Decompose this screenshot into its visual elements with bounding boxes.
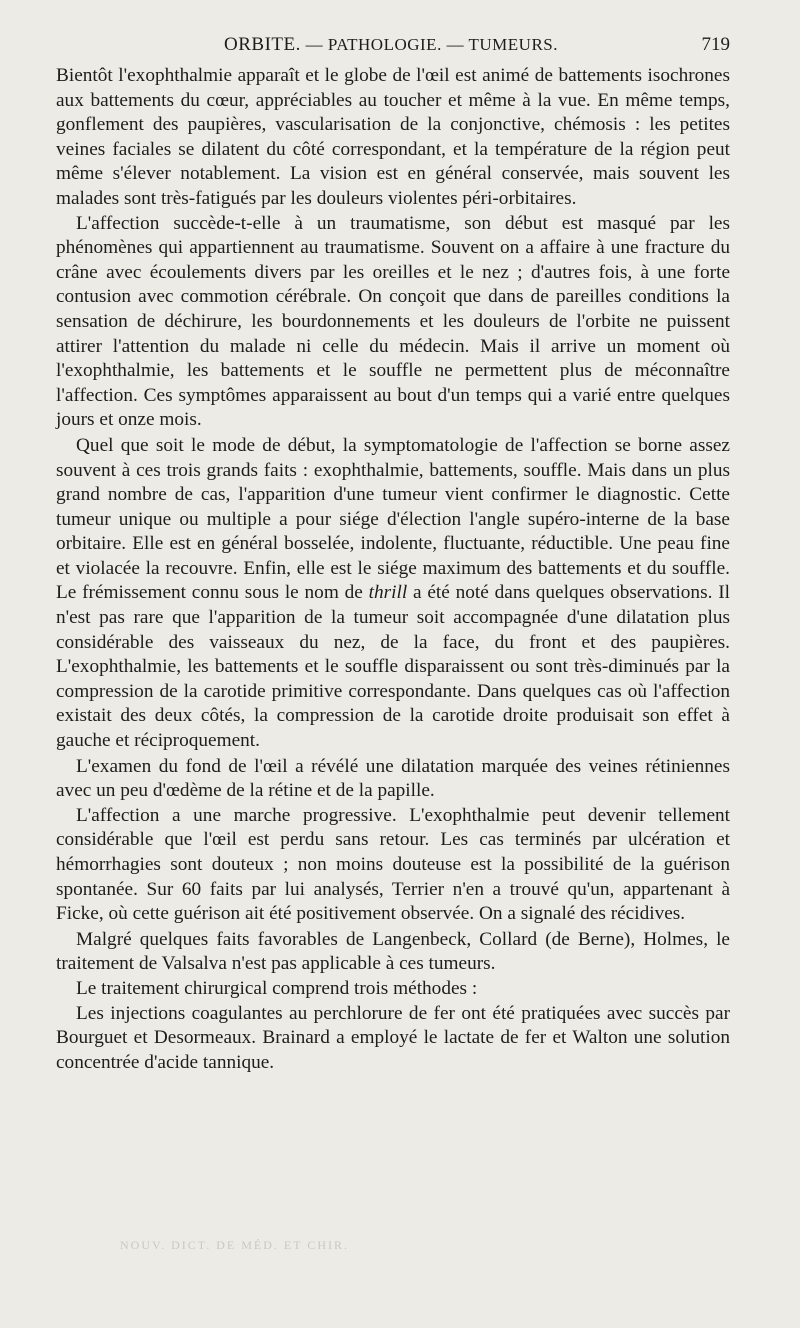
running-header [56,34,730,64]
paragraph-8: Les injections coagulantes au perchlorure de fer ont été pratiquées avec succès par Bourguet et Desormeaux. Brainard a employé le lactate de fer et Walton une solution concentrée d'acide tannique. [56,1002,730,1073]
paragraph-2: L'affection succède-t-elle à un traumatisme, son début est masqué par les phénomènes qui appartiennent au traumatisme. Souvent on a affaire à une fracture du crâne avec écoulements divers par les oreilles et le nez ; d'autres fois, à une forte contusion avec commotion cérébrale. On conçoit que dans de pareilles conditions la sensation de déchirure, les bourdonnements et les douleurs de l'orbite ne puissent attirer l'attention du malade ni celle du médecin. Mais il arrive un moment où l'exophthalmie, les battements et le souffle ne permettent plus de méconnaître l'affection. Ces symptômes apparaissent au bout d'un temps qui a varié entre quelques jours et onze mois. [56,212,730,431]
body-text [56,64,730,1075]
paragraph-4: L'examen du fond de l'œil a révélé une dilatation marquée des veines rétiniennes avec un peu d'œdème de la rétine et de la papille. [56,755,730,802]
paragraph-3-part-1: Quel que soit le mode de début, la symptomatologie de l'affection se borne assez souvent à ces trois grands faits : exophthalmie, battements, souffle. Mais dans un plus grand nombre de cas, l'apparition d'une tumeur vient confirmer le diagnostic. Cette tumeur unique ou multiple a pour siége d'élection l'angle supéro-interne de la base orbitaire. Elle est en général bosselée, indolente, fluctuante, réductible. Une peau fine et violacée la recouvre. Enfin, elle est le siége maximum des battements et du souffle. Le frémissement connu sous le nom de [56,434,730,604]
paragraph-5: L'affection a une marche progressive. L'exophthalmie peut devenir tellement considérable que l'œil est perdu sans retour. Les cas terminés par ulcération et hémorrhagies sont douteux ; non moins douteuse est la possibilité de la guérison spontanée. Sur 60 faits par lui analysés, Terrier n'en a trouvé qu'un, appartenant à Ficke, où cette guérison ait été positivement observée. On a signalé des récidives. [56,804,730,925]
paragraph-1: Bientôt l'exophthalmie apparaît et le globe de l'œil est animé de battements isochrones aux battements du cœur, appréciables au toucher et même à la vue. En même temps, gonflement des paupières, vascularisation de la conjonctive, chémosis : les petites veines faciales se dilatent du côté correspondant, et la température de la région peut même s'élever notablement. La vision est en général conservée, mais souvent les malades sont très-fatigués par les douleurs violentes péri-orbitaires. [56,65,730,209]
paragraph-3 [56,434,730,754]
header-title-main: ORBITE. [224,34,301,55]
page-number: 719 [701,34,730,55]
paragraph-7: Le traitement chirurgical comprend trois méthodes : [76,977,478,999]
thrill-term: thrill [368,582,408,604]
paragraph-6: Malgré quelques faits favorables de Langenbeck, Collard (de Berne), Holmes, le traitement de Valsalva n'est pas applicable à ces tumeurs. [56,928,730,975]
paragraph-3-part-2: a été noté dans quelques observations. Il n'est pas rare que l'apparition de la tumeur soit accompagnée d'une dilatation plus considérable des vaisseaux du nez, de la face, du front et des paupières. L'exophthalmie, les battements et le souffle disparaissent ou sont très-diminués par la compression de la carotide primitive correspondante. Dans quelques cas où l'affection existait des deux côtés, la compression de la carotide droite produisait son effet à gauche et réciproquement. [56,582,730,752]
bleed-through-footer: NOUV. DICT. DE MÉD. ET CHIR. [120,1238,349,1252]
header-title [224,34,558,56]
header-title-rest: — PATHOLOGIE. — TUMEURS. [300,35,558,54]
